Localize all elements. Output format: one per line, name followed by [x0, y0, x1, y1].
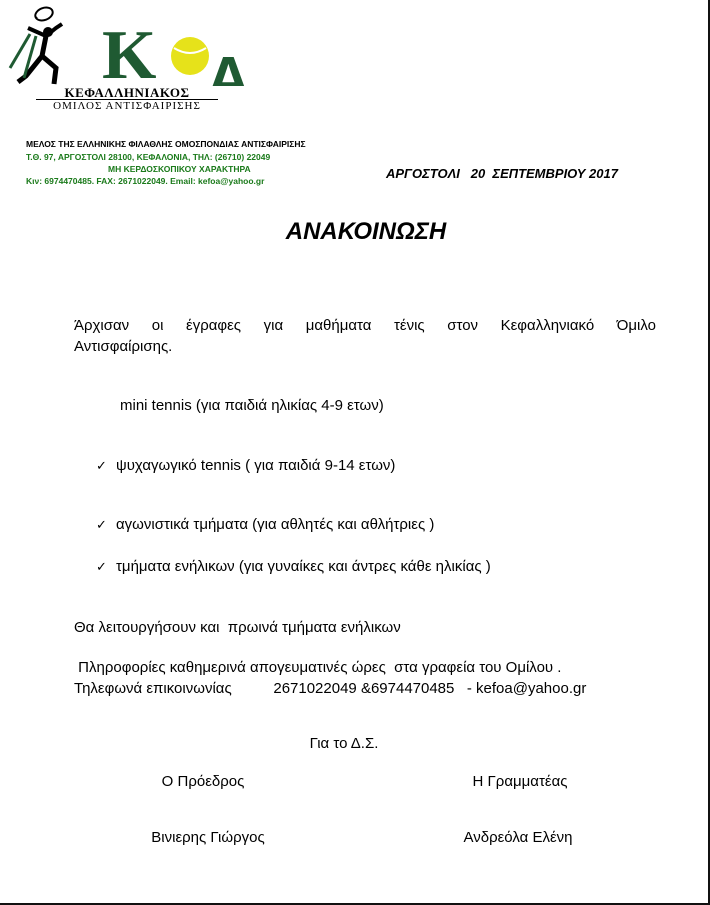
info-line-1: Πληροφορίες καθημερινά απογευματινές ώρες στα γραφεία του Ομίλου .	[74, 659, 562, 676]
secretary-name: Ανδρεόλα Ελένη	[463, 829, 573, 846]
checkmark-icon: ✓	[96, 517, 107, 532]
list-item: ✓ ψυχαγωγικό tennis ( για παιδιά 9-14 ετων)	[96, 457, 396, 474]
svg-text:A: A	[206, 45, 251, 86]
logo-name: ΚΕΦΑΛΛΗΝΙΑΚΟΣ	[64, 85, 190, 100]
svg-text:K: K	[102, 17, 157, 86]
tennis-ball-icon	[171, 37, 209, 75]
checkmark-icon: ✓	[96, 559, 107, 574]
intro-line-1: Άρχισαν οι έγραφες για μαθήματα τένις στον Κεφαλληνιακό Όμιλο	[74, 317, 656, 334]
secretary-title: Η Γραμματέας	[472, 773, 568, 790]
contact-line: Κιν: 6974470485. FAX: 2671022049. Email: kefoa@yahoo.gr	[26, 176, 265, 186]
logo-subtitle: ΟΜΙΛΟΣ ΑΝΤΙΣΦΑΙΡΙΣΗΣ	[36, 99, 218, 112]
dateline: ΑΡΓΟΣΤΟΛΙ 20 ΣΕΠΤΕΜΒΡΙΟΥ 2017	[386, 166, 618, 181]
address-line: Τ.Θ. 97, ΑΡΓΟΣΤΟΛΙ 28100, ΚΕΦΑΛΟΝΙΑ, ΤΗΛ: (26710) 22049	[26, 152, 271, 162]
club-logo	[6, 6, 282, 112]
page-title: ΑΝΑΚΟΙΝΩΣΗ	[285, 218, 447, 245]
info-line-2: Τηλεφωνά επικοινωνίας 2671022049 &6974470485 - kefoa@yahoo.gr	[74, 680, 587, 697]
for-board-label: Για το Δ.Σ.	[309, 735, 379, 752]
list-item: ✓ αγωνιστικά τμήματα (για αθλητές και αθλήτριες )	[96, 516, 435, 533]
mini-tennis-line: mini tennis (για παιδιά ηλικίας 4-9 ετων)	[120, 397, 384, 414]
president-name: Βινιερης Γιώργος	[151, 829, 265, 846]
nonprofit-line: ΜΗ ΚΕΡΔΟΣΚΟΠΙΚΟΥ ΧΑΡΑΚΤΗΡΑ	[108, 164, 251, 174]
morning-note: Θα λειτουργήσουν και πρωινά τμήματα ενήλικων	[74, 619, 401, 636]
checkmark-icon: ✓	[96, 458, 107, 473]
tennis-player-icon	[6, 6, 282, 86]
intro-line-2: Αντισφαίρισης.	[74, 338, 173, 355]
president-title: Ο Πρόεδρος	[161, 773, 245, 790]
member-line: ΜΕΛΟΣ ΤΗΣ ΕΛΛΗΝΙΚΗΣ ΦΙΛΑΘΛΗΣ ΟΜΟΣΠΟΝΔΙΑΣ ΑΝΤΙΣΦΑΙΡΙΣΗΣ	[26, 139, 306, 149]
list-item: ✓ τμήματα ενήλικων (για γυναίκες και άντρες κάθε ηλικίας )	[96, 558, 491, 575]
